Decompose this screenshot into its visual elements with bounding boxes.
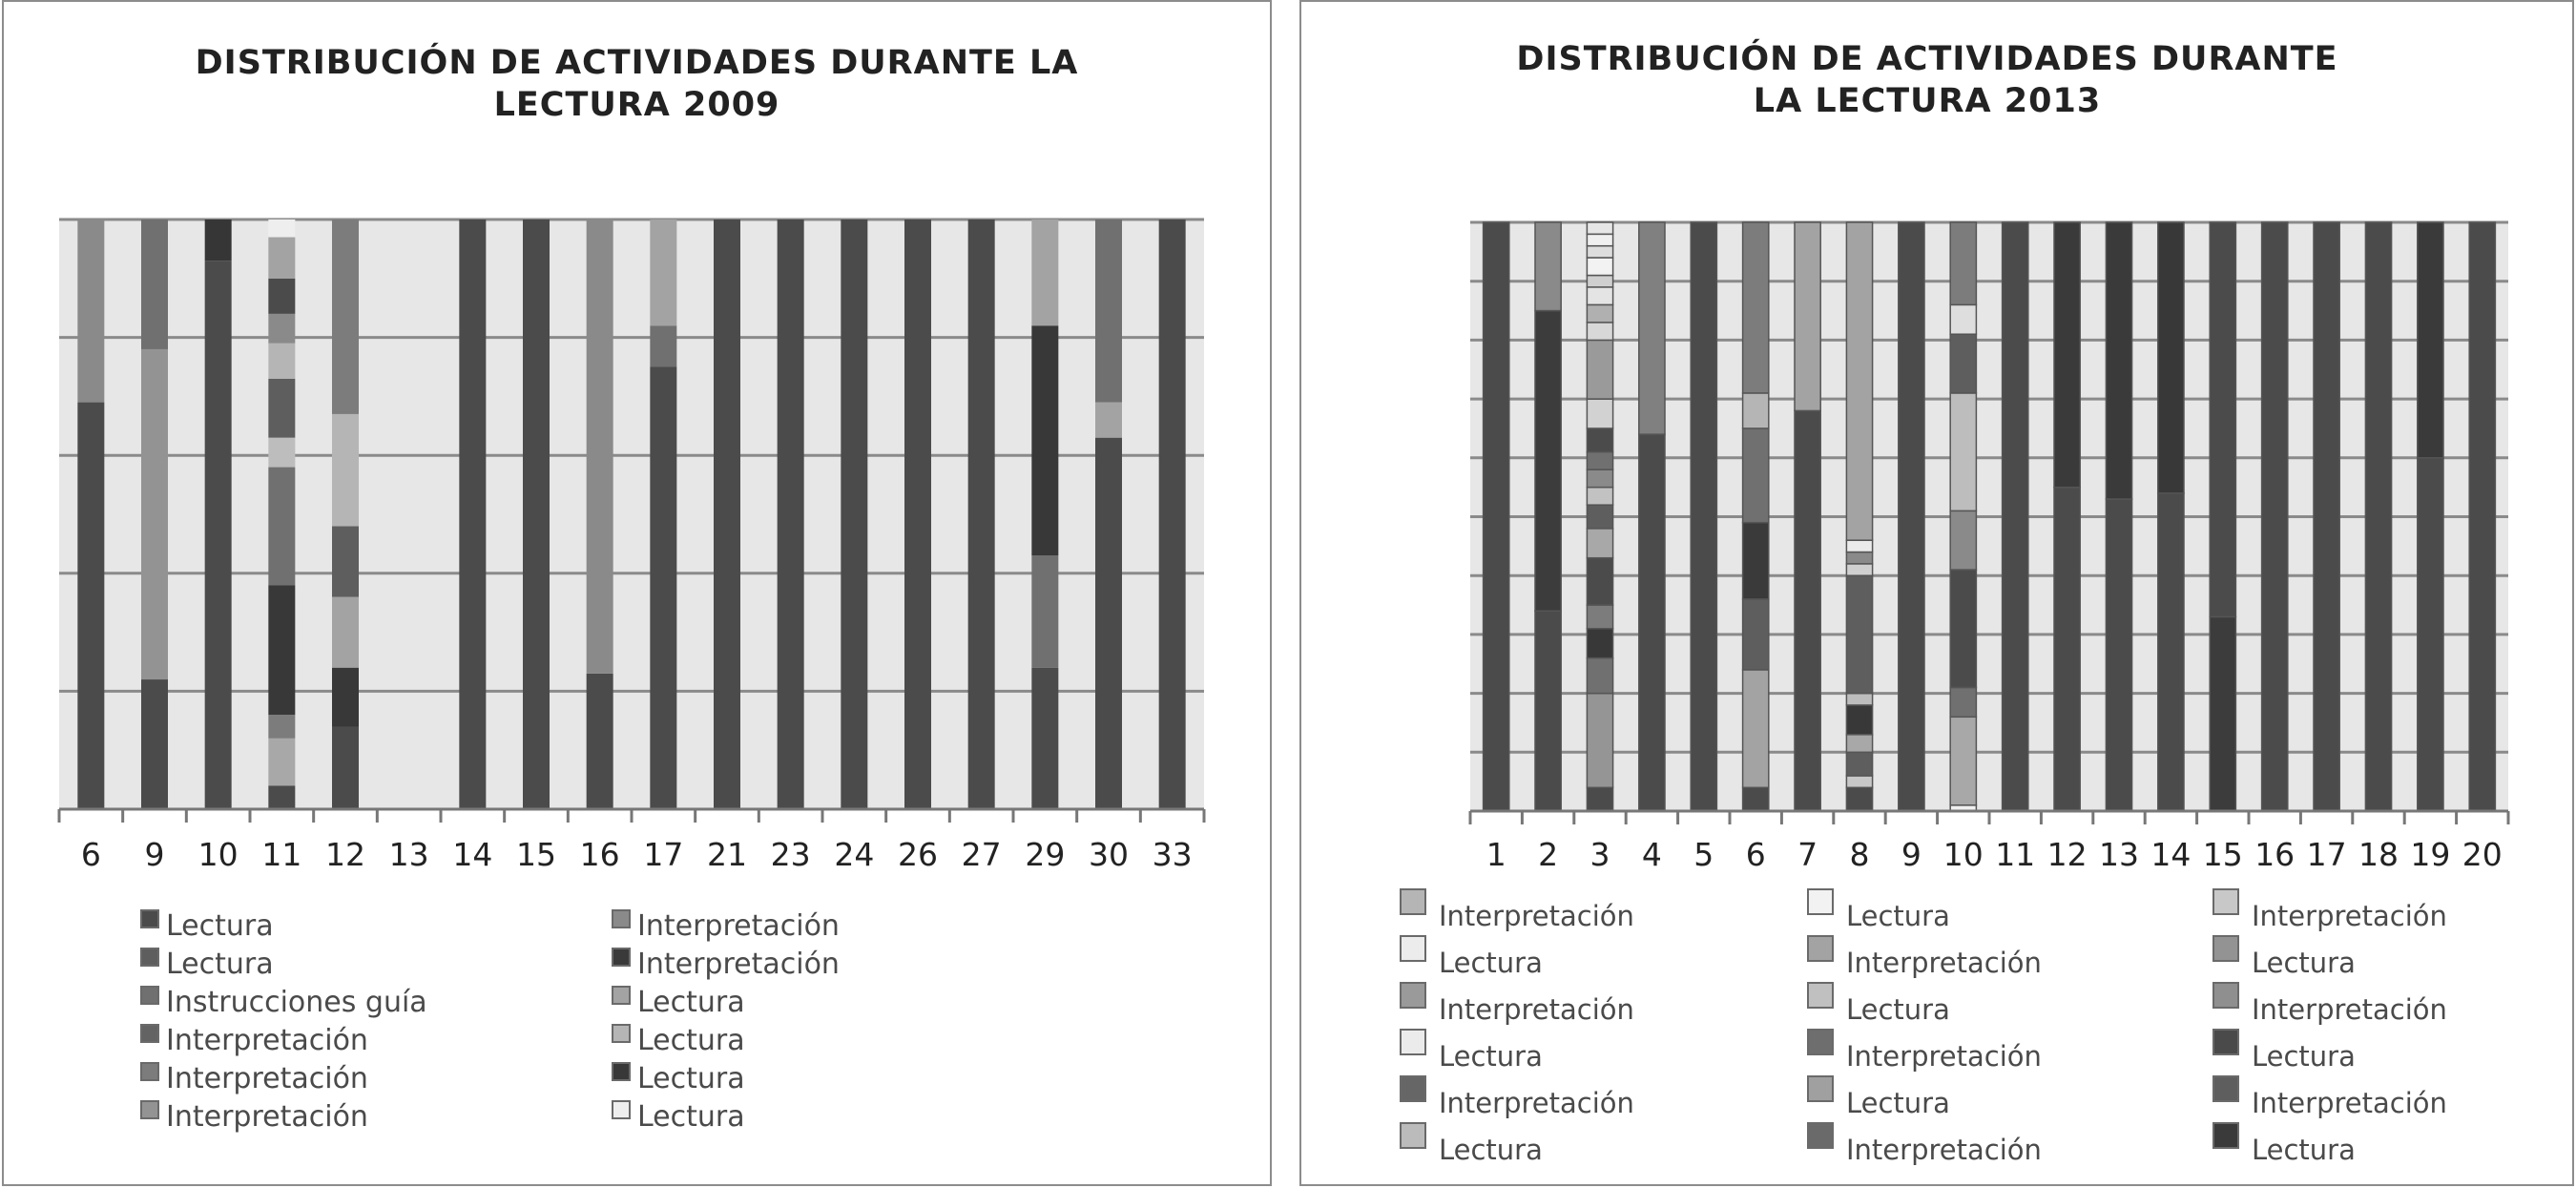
x-tick-label: 26 [898, 836, 938, 873]
bar-segment [650, 367, 676, 810]
legend-swatch [1401, 1030, 1425, 1054]
legend-label: Interpretación [2252, 900, 2447, 932]
legend-swatch [1401, 983, 1425, 1008]
bar-segment [1587, 787, 1612, 811]
legend-label: Interpretación [1846, 1134, 2042, 1166]
legend-label: Instrucciones guía [166, 986, 427, 1019]
bar-segment [1587, 629, 1612, 658]
legend-label: Interpretación [1846, 947, 2042, 979]
x-tick-label: 12 [2046, 836, 2088, 873]
bar-segment [1031, 219, 1058, 325]
legend-swatch [141, 948, 158, 966]
legend-swatch [1401, 1076, 1425, 1101]
legend-label: Interpretación [2252, 993, 2447, 1026]
bar-segment [1795, 410, 1820, 811]
x-tick-label: 15 [516, 836, 556, 873]
bar-segment [1587, 323, 1612, 341]
bar-segment [2262, 222, 2288, 811]
bar-segment [2158, 222, 2184, 493]
bar-segment [1743, 393, 1769, 428]
bar-segment [1535, 611, 1561, 811]
legend-swatch [1808, 889, 1833, 914]
bar-segment [2106, 499, 2131, 811]
bar-segment [1587, 452, 1612, 470]
legend-swatch [613, 1101, 630, 1118]
x-tick-label: 2 [1538, 836, 1559, 873]
bar-segment [2314, 222, 2339, 811]
x-tick-label: 10 [1942, 836, 1984, 873]
bar-segment [587, 219, 613, 674]
bar-segment [1743, 599, 1769, 670]
bar-segment [1950, 717, 1976, 805]
legend-swatch [141, 910, 158, 927]
bar-segment [587, 674, 613, 809]
x-tick-label: 6 [1745, 836, 1766, 873]
bar-segment [1587, 558, 1612, 605]
bar-segment [1743, 523, 1769, 599]
bar-segment [141, 219, 168, 349]
legend-label: Interpretación [1439, 900, 1634, 932]
legend-swatch [613, 1025, 630, 1042]
x-tick-label: 10 [197, 836, 239, 873]
legend-label: Interpretación [1846, 1040, 2042, 1073]
bar-segment [523, 219, 550, 809]
legend-swatch [2213, 936, 2238, 961]
legend-swatch [1808, 1123, 1833, 1148]
bar-segment [1950, 511, 1976, 570]
bar-segment [714, 219, 740, 809]
chart-title-2013: DISTRIBUCIÓN DE ACTIVIDADES DURANTE LA LECTURA 2013 [1516, 40, 2338, 120]
legend-label: Lectura [637, 986, 745, 1019]
bar-segment [1950, 393, 1976, 511]
legend-swatch [613, 910, 630, 927]
x-tick-label: 16 [2254, 836, 2296, 873]
bar-segment [268, 585, 295, 715]
bar-segment [1639, 222, 1665, 434]
bar-segment [650, 219, 676, 325]
bar-segment [1846, 552, 1872, 564]
bar-segment [1846, 752, 1872, 776]
chart-panel-2009 [2, 0, 1272, 1186]
bar-segment [1095, 403, 1122, 438]
bar-segment [1846, 705, 1872, 735]
bar-segment [1587, 505, 1612, 529]
bar-segment [1587, 529, 1612, 558]
bar-segment [1587, 658, 1612, 694]
bar-segment [1587, 222, 1612, 234]
x-tick-label: 7 [1797, 836, 1818, 873]
legend-swatch [141, 1101, 158, 1118]
bar-segment [1587, 488, 1612, 506]
bar-segment [268, 219, 295, 238]
bar-segment [1587, 428, 1612, 452]
legend-label: Interpretación [166, 1062, 368, 1095]
x-tick-label: 8 [1849, 836, 1870, 873]
x-tick-label: 11 [261, 836, 302, 873]
legend-label: Lectura [637, 1100, 745, 1134]
bar-segment [2003, 222, 2028, 811]
bar-segment [2158, 493, 2184, 811]
bar-segment [1587, 246, 1612, 258]
bar-segment [968, 219, 995, 809]
bar-segment [141, 679, 168, 809]
legend-swatch [2213, 983, 2238, 1008]
bar-segment [1535, 311, 1561, 612]
bar-segment [1743, 787, 1769, 811]
chart-panel-2013 [1299, 0, 2574, 1186]
x-tick-label: 23 [770, 836, 811, 873]
bar-segment [1535, 222, 1561, 311]
x-tick-label: 21 [707, 836, 747, 873]
bar-segment [1846, 776, 1872, 787]
legend-swatch [2213, 1076, 2238, 1101]
bar-segment [1587, 276, 1612, 287]
bar-segment [141, 349, 168, 679]
x-tick-label: 3 [1589, 836, 1610, 873]
bar-segment [1743, 222, 1769, 393]
bar-segment [841, 219, 867, 809]
bar-segment [1587, 234, 1612, 245]
chart-title-2009: DISTRIBUCIÓN DE ACTIVIDADES DURANTE LA LECTURA 2009 [195, 44, 1079, 124]
x-tick-label: 20 [2462, 836, 2503, 873]
x-tick-label: 15 [2202, 836, 2243, 873]
bar-segment [2106, 222, 2131, 499]
bar-segment [1691, 222, 1716, 811]
bar-segment [332, 414, 359, 526]
bar-segment [2054, 222, 2080, 488]
bar-segment [1587, 605, 1612, 629]
legend-label: Lectura [1846, 993, 1950, 1026]
legend-label: Lectura [2252, 1134, 2356, 1166]
legend-swatch [1808, 936, 1833, 961]
x-tick-label: 16 [579, 836, 620, 873]
legend-label: Interpretación [166, 1100, 368, 1134]
bar-segment [1846, 222, 1872, 540]
bar-segment [650, 325, 676, 366]
x-tick-label: 19 [2410, 836, 2451, 873]
x-tick-label: 27 [961, 836, 1002, 873]
legend-swatch [2213, 1030, 2238, 1054]
x-tick-label: 6 [80, 836, 101, 873]
legend-label: Lectura [1846, 1087, 1950, 1119]
bar-segment [77, 219, 104, 403]
x-tick-label: 29 [1025, 836, 1066, 873]
bar-segment [1587, 694, 1612, 788]
legend-label: Lectura [1846, 900, 1950, 932]
bar-segment [1846, 694, 1872, 705]
bar-segment [2418, 458, 2443, 811]
bar-segment [332, 219, 359, 414]
bar-segment [1846, 787, 1872, 811]
bar-segment [1587, 304, 1612, 323]
bar-segment [1031, 555, 1058, 667]
bar-segment [1095, 438, 1122, 809]
bar-segment [1587, 399, 1612, 428]
bar-segment [1743, 670, 1769, 787]
legend-label: Interpretación [637, 948, 840, 981]
bar-segment [2210, 222, 2235, 616]
bar-segment [2365, 222, 2391, 811]
legend-label: Lectura [1439, 947, 1543, 979]
bar-segment [1795, 222, 1820, 410]
x-tick-label: 30 [1089, 836, 1129, 873]
bar-segment [1846, 735, 1872, 753]
x-tick-label: 9 [1901, 836, 1922, 873]
bar-segment [268, 739, 295, 785]
bar-segment [268, 438, 295, 468]
legend-label: Lectura [166, 948, 274, 981]
bar-segment [1950, 687, 1976, 717]
bar-segment [332, 526, 359, 596]
legend-swatch [2213, 1123, 2238, 1148]
bar-segment [268, 314, 295, 344]
x-tick-label: 14 [2150, 836, 2192, 873]
legend-label: Lectura [637, 1062, 745, 1095]
legend-swatch [1808, 1030, 1833, 1054]
bar-segment [332, 597, 359, 668]
legend-label: Lectura [1439, 1134, 1543, 1166]
x-tick-label: 17 [2306, 836, 2347, 873]
bar-segment [1639, 434, 1665, 811]
bar-segment [778, 219, 804, 809]
bar-segment [1031, 668, 1058, 809]
bar-segment [1950, 304, 1976, 334]
bar-segment [1899, 222, 1924, 811]
bar-segment [268, 238, 295, 279]
bar-segment [1159, 219, 1186, 809]
bar-segment [1095, 219, 1122, 403]
bar-segment [1743, 428, 1769, 523]
x-tick-label: 4 [1641, 836, 1662, 873]
x-tick-label: 5 [1693, 836, 1714, 873]
x-tick-label: 33 [1152, 836, 1193, 873]
legend-label: Interpretación [166, 1024, 368, 1057]
x-tick-label: 13 [2099, 836, 2139, 873]
bar-segment [1587, 258, 1612, 276]
x-tick-label: 1 [1485, 836, 1506, 873]
x-tick-label: 13 [388, 836, 429, 873]
bar-segment [77, 403, 104, 809]
bar-segment [1031, 325, 1058, 555]
legend-label: Lectura [2252, 1040, 2356, 1073]
chart-2013 [1301, 2, 2572, 1184]
legend-swatch [1401, 936, 1425, 961]
bar-segment [1587, 469, 1612, 488]
x-tick-label: 9 [144, 836, 165, 873]
legend-label: Lectura [2252, 947, 2356, 979]
legend-swatch [613, 987, 630, 1004]
x-tick-label: 18 [2358, 836, 2399, 873]
bar-segment [1587, 287, 1612, 305]
x-tick-label: 12 [325, 836, 365, 873]
bar-segment [268, 379, 295, 438]
bar-segment [1950, 222, 1976, 304]
bar-segment [268, 344, 295, 379]
legend-label: Interpretación [1439, 993, 1634, 1026]
bar-segment [268, 785, 295, 809]
bar-segment [1950, 570, 1976, 687]
bar-segment [268, 715, 295, 739]
legend-swatch [2213, 889, 2238, 914]
legend-swatch [141, 1025, 158, 1042]
bar-segment [2054, 488, 2080, 811]
bar-segment [1846, 575, 1872, 693]
legend-swatch [141, 987, 158, 1004]
bar-segment [1587, 340, 1612, 399]
bar-segment [2469, 222, 2495, 811]
legend-swatch [613, 1063, 630, 1080]
bar-segment [332, 726, 359, 809]
bar-segment [904, 219, 931, 809]
x-tick-label: 11 [1995, 836, 2036, 873]
legend-swatch [1808, 983, 1833, 1008]
legend-label: Lectura [637, 1024, 745, 1057]
legend-label: Interpretación [637, 909, 840, 943]
bar-segment [459, 219, 486, 809]
bar-segment [268, 468, 295, 586]
legend-swatch [1808, 1076, 1833, 1101]
legend-label: Lectura [166, 909, 274, 943]
legend-label: Interpretación [2252, 1087, 2447, 1119]
x-tick-label: 14 [452, 836, 493, 873]
bar-segment [1484, 222, 1509, 811]
bar-segment [268, 279, 295, 314]
bar-segment [1846, 540, 1872, 552]
bar-segment [205, 219, 232, 261]
x-tick-label: 24 [834, 836, 875, 873]
bar-segment [2418, 222, 2443, 458]
bar-segment [205, 261, 232, 809]
bar-segment [1950, 334, 1976, 393]
x-tick-label: 17 [643, 836, 684, 873]
bar-segment [332, 668, 359, 727]
legend-swatch [1401, 1123, 1425, 1148]
legend-label: Lectura [1439, 1040, 1543, 1073]
legend-swatch [1401, 889, 1425, 914]
bar-segment [1846, 564, 1872, 575]
legend-label: Interpretación [1439, 1087, 1634, 1119]
bar-segment [2210, 616, 2235, 811]
legend-swatch [141, 1063, 158, 1080]
chart-2009 [4, 2, 1270, 1184]
legend-swatch [613, 948, 630, 966]
